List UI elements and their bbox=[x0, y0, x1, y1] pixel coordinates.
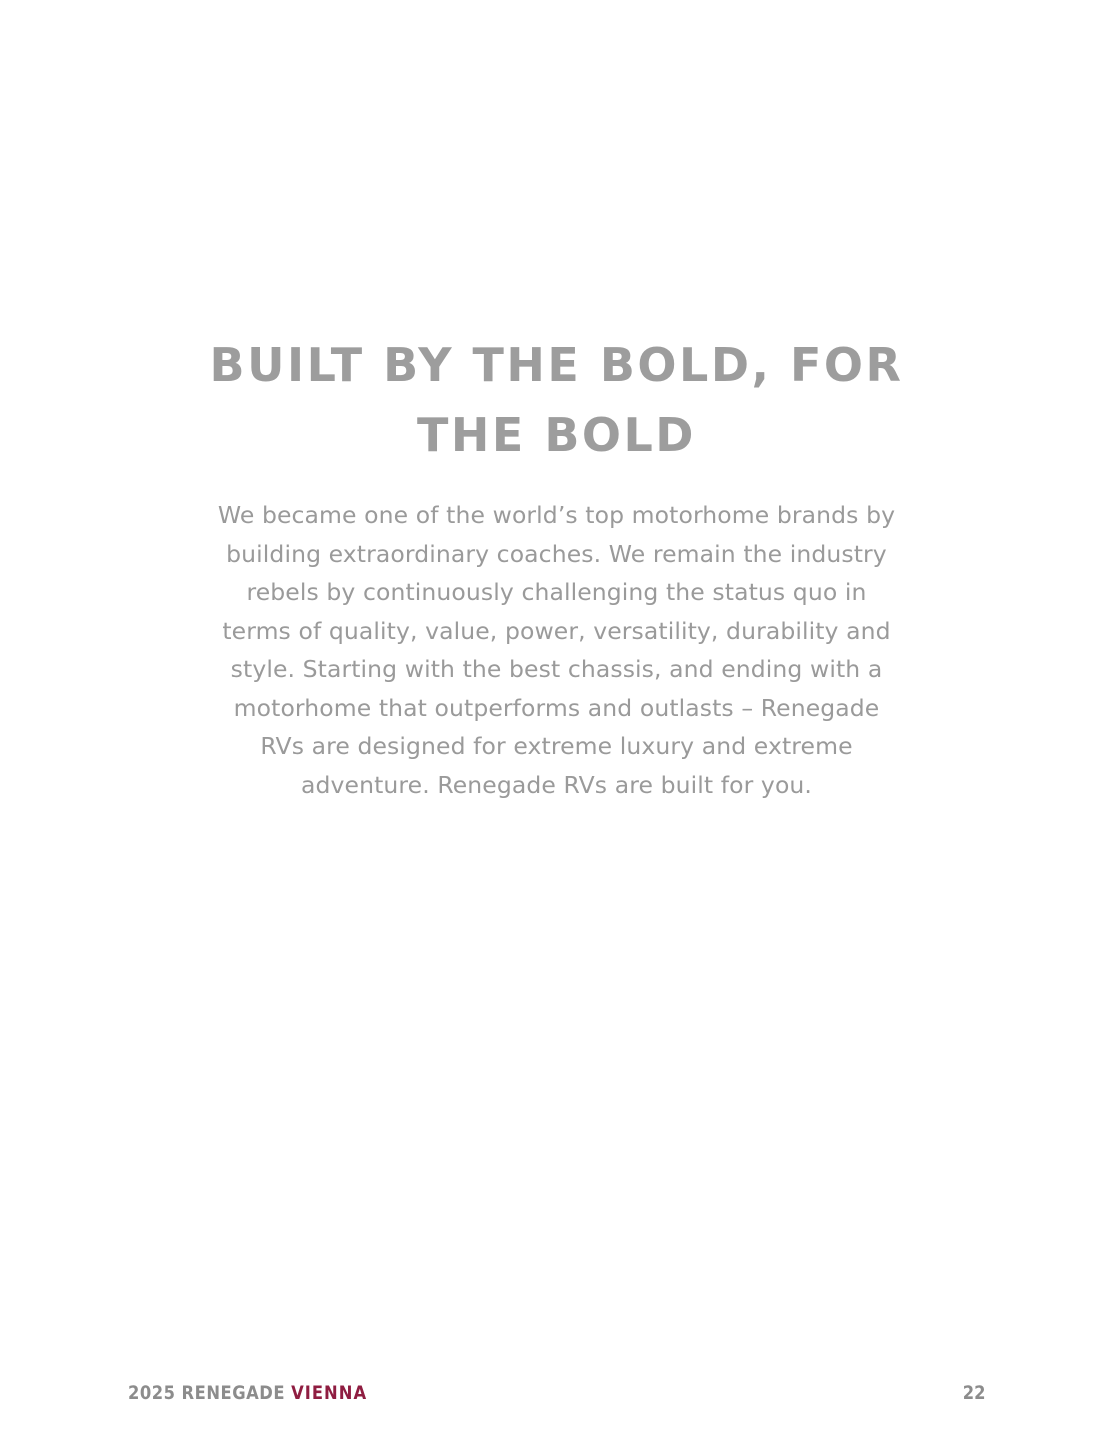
page-headline: BUILT BY THE BOLD, FOR THE BOLD bbox=[209, 338, 904, 462]
footer-brand-line bbox=[128, 1382, 367, 1404]
footer-year: 2025 bbox=[128, 1382, 176, 1404]
footer-brand: RENEGADE bbox=[181, 1382, 286, 1404]
page-number: 22 bbox=[962, 1382, 985, 1404]
content-block bbox=[207, 330, 907, 804]
page-footer bbox=[0, 1374, 1113, 1404]
footer-model: VIENNA bbox=[291, 1382, 368, 1404]
body-paragraph: We became one of the world’s top motorhome brands by building extraordinary coaches. We remain the industry rebels by continuously challenging the status quo in terms of quality, value, power, versatility, durability and style. Starting with the best chassis, and ending with a motorhome that outperforms and outlasts – Renegade RVs are designed for extreme luxury and extreme adventure. Renegade RVs are built for you. bbox=[217, 501, 896, 799]
